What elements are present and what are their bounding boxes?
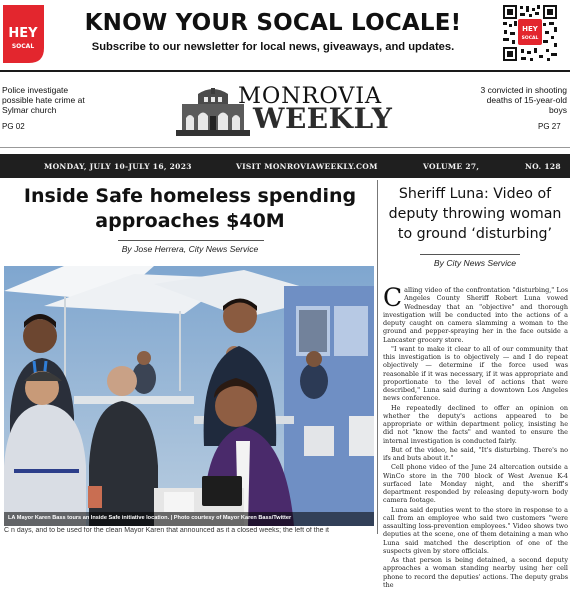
left-headline-line2: approaches $40M [95,210,285,232]
story-photo[interactable] [4,266,374,526]
paragraph-text: alling video of the confrontation "disturbing," Los Angeles County Sheriff Robert Luna vowed Wednesday that an "objective" and thorough investigation will be conducted into the actions of a deputy caught on camera slamming a woman to the ground and pepper-spraying her in the face outside a Lancaster grocery store. [383,286,568,344]
body-paragraph: But of the video, he said, "It's disturbing. There's no ifs and buts about it." [383,445,568,462]
date-bar [0,154,570,178]
banner-title: KNOW YOUR SOCAL LOCALE! [84,10,462,36]
teaser-right-page: PG 27 [538,122,561,131]
photo-caption: LA Mayor Karen Bass tours an Inside Safe initiative location. | Photo courtesy of Mayor Karen Bass/Twitter [8,515,292,521]
website-link[interactable]: VISIT MONROVIAWEEKLY.COM [236,162,378,171]
right-story-body [383,283,568,590]
teaser-right[interactable]: 3 convicted in shooting deaths of 15-year-old boys [480,85,567,115]
qr-code-icon[interactable] [501,3,559,63]
issue-number: NO. 128 [525,162,561,171]
right-byline-rule [420,254,520,255]
banner-subtitle: Subscribe to our newsletter for local news, giveaways, and updates. [91,41,455,53]
body-paragraph: He repeatedly declined to offer an opinion on whether the deputy's actions appeared to be appropriate or within department policy, insisting he did not "know the facts" and wanted to ensure the internal investigation is conducted fairly. [383,403,568,445]
body-paragraph: As that person is being detained, a second deputy approaches a woman standing nearby using her cell phone to record the deputies' actions. The deputy grabs the [383,556,568,589]
issue-volume: VOLUME 27, [423,162,480,171]
hey-socal-logo [3,5,44,63]
body-paragraph: Luna said deputies went to the store in response to a call from an employee who said two customers "were assaulting loss-prevention employees." Video shows two deputies at the scene, one of them detaining a man who Luna said matched the description of one of the suspects given by store officials. [383,505,568,555]
left-story-body-start: C n days, and to be used for the clean Mayor Karen that announced as it a closed weeks; the left of the it [4,527,329,534]
column-divider [377,180,378,534]
teaser-left[interactable]: Police investigate possible hate crime at Sylmar church [2,85,85,115]
qr-label-bottom: SOCAL [521,36,539,41]
drop-cap: C [383,283,403,312]
qr-label-top: HEY [522,25,538,33]
right-story-byline: By City News Service [433,258,517,268]
issue-date: MONDAY, JULY 10-JULY 16, 2023 [44,162,192,171]
masthead-divider [0,147,570,148]
body-paragraph: "I want to make it clear to all of our community that this investigation is to objectively — and I do repeat objectively — determine if the force used was reasonable if it was necessary, if it was appropriate and proportionate to the level of actions that were described," Luna said during a downtown Los Angeles news conference. [383,344,568,403]
left-headline-line1: Inside Safe homeless spending [23,185,357,207]
left-story-byline: By Jose Herrera, City News Service [121,244,259,254]
left-story-headline[interactable] [6,184,374,234]
logo-text-top: HEY [8,26,38,41]
right-story-headline[interactable]: Sheriff Luna: Video of deputy throwing woman to ground ‘disturbing’ [388,186,562,242]
body-paragraph: Cell phone video of the June 24 altercation outside a WinCo store in the 700 block of West Avenue K-4 surfaced late Monday night, and the sheriff's department responded by releasing deputy-worn body camera footage. [383,463,568,505]
logo-text-bottom: SOCAL [11,43,35,50]
left-byline-rule [118,240,264,241]
masthead-logo-weekly[interactable]: WEEKLY [253,102,393,135]
newsletter-banner[interactable] [0,0,570,72]
body-paragraph [383,283,568,344]
masthead-logo-monrovia[interactable]: MONROVIA [238,83,382,109]
teaser-left-page: PG 02 [2,122,25,131]
